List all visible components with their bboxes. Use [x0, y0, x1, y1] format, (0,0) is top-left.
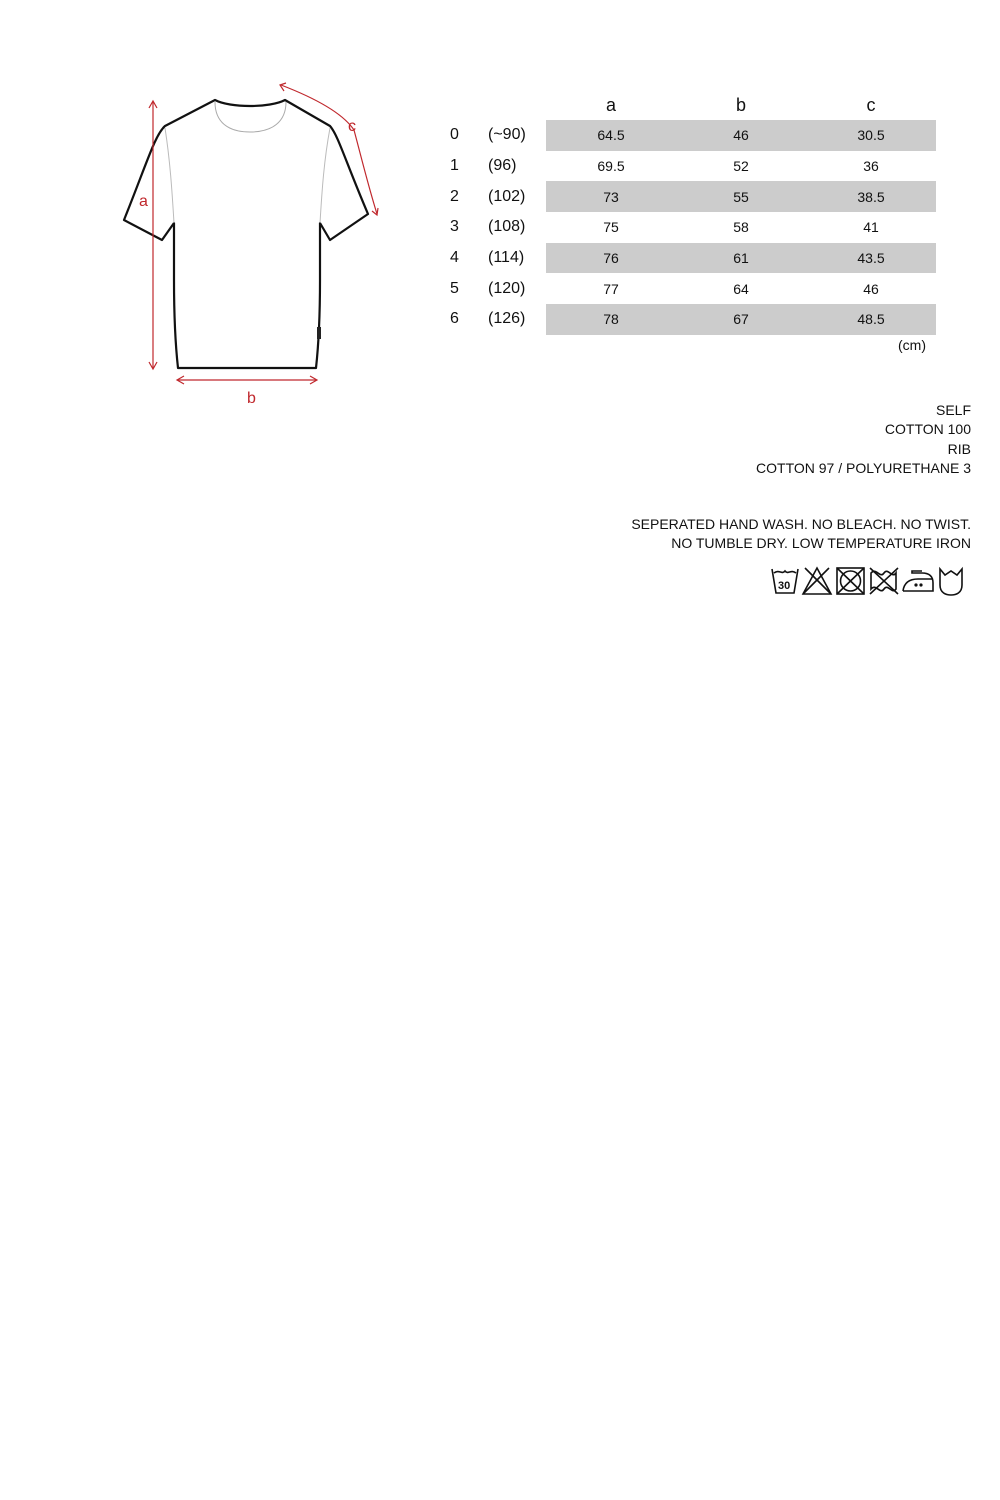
value-c-cell: 38.5 — [806, 181, 936, 212]
table-row — [440, 212, 936, 243]
material-info — [756, 401, 971, 478]
svg-text:30: 30 — [778, 580, 791, 592]
hand-wash-icon — [940, 569, 962, 595]
size-cell: 1 — [450, 157, 459, 175]
value-b-cell: 67 — [676, 304, 806, 335]
header-a: a — [605, 94, 616, 115]
header-b: b — [735, 94, 746, 115]
care-icons — [770, 563, 966, 599]
no-wring-icon — [870, 568, 898, 594]
chest-cell: (96) — [488, 157, 517, 175]
table-header-row — [440, 90, 936, 120]
side-tag — [317, 327, 321, 339]
care-line: NO TUMBLE DRY. LOW TEMPERATURE IRON — [671, 535, 971, 552]
care-instructions — [631, 515, 971, 554]
size-cell: 5 — [450, 279, 459, 297]
material-line: COTTON 97 / POLYURETHANE 3 — [756, 459, 971, 476]
value-a-cell: 78 — [546, 304, 676, 335]
value-c-cell: 36 — [863, 158, 879, 175]
size-cell: 2 — [450, 187, 459, 205]
material-line: SELF — [935, 402, 971, 418]
label-a: a — [139, 193, 148, 210]
chest-cell: (114) — [488, 249, 525, 267]
chest-cell: (108) — [488, 218, 526, 236]
value-b-cell: 58 — [733, 219, 749, 236]
size-cell: 6 — [450, 310, 459, 328]
no-tumble-dry-icon — [837, 568, 864, 594]
table-row — [440, 181, 936, 212]
size-cell: 4 — [450, 249, 459, 267]
value-a-cell: 73 — [546, 181, 676, 212]
table-row — [440, 243, 936, 274]
measure-b — [177, 376, 317, 384]
care-line: SEPERATED HAND WASH. NO BLEACH. NO TWIST. — [631, 516, 971, 532]
chest-cell: (102) — [488, 187, 526, 205]
no-bleach-icon — [803, 568, 831, 594]
value-c-cell: 30.5 — [806, 120, 936, 151]
chest-cell: (~90) — [488, 126, 526, 144]
tshirt-diagram — [110, 80, 390, 410]
low-iron-icon — [903, 571, 933, 591]
value-c-cell: 48.5 — [806, 304, 936, 335]
value-b-cell: 55 — [676, 181, 806, 212]
value-c-cell: 43.5 — [806, 243, 936, 274]
value-c-cell: 41 — [863, 219, 879, 236]
header-c: c — [866, 94, 876, 115]
table-row — [440, 273, 936, 304]
tshirt-outline — [124, 100, 368, 368]
value-c-cell: 46 — [863, 280, 879, 297]
value-a-cell: 64.5 — [546, 120, 676, 151]
unit-label: (cm) — [898, 337, 926, 353]
label-b: b — [247, 390, 256, 407]
size-cell: 3 — [450, 218, 459, 236]
value-a-cell: 69.5 — [597, 158, 625, 175]
value-b-cell: 52 — [733, 158, 749, 175]
chest-cell: (126) — [488, 310, 526, 328]
left-sleeve-seam — [165, 128, 174, 223]
value-a-cell: 75 — [603, 219, 619, 236]
measure-c — [280, 83, 378, 215]
table-row — [440, 151, 936, 182]
size-rows — [440, 120, 936, 335]
size-chart-table — [440, 90, 936, 335]
value-a-cell: 77 — [603, 280, 619, 297]
value-a-cell: 76 — [546, 243, 676, 274]
table-row — [440, 304, 936, 335]
right-sleeve-seam — [320, 128, 330, 223]
value-b-cell: 46 — [676, 120, 806, 151]
hand-wash-30-icon — [772, 569, 798, 593]
label-c: c — [348, 118, 356, 135]
table-row — [440, 120, 936, 151]
chest-cell: (120) — [488, 279, 526, 297]
material-line: COTTON 100 — [884, 421, 971, 438]
value-b-cell: 64 — [733, 280, 749, 297]
material-line: RIB — [947, 440, 971, 457]
size-cell: 0 — [450, 126, 459, 144]
value-b-cell: 61 — [676, 243, 806, 274]
